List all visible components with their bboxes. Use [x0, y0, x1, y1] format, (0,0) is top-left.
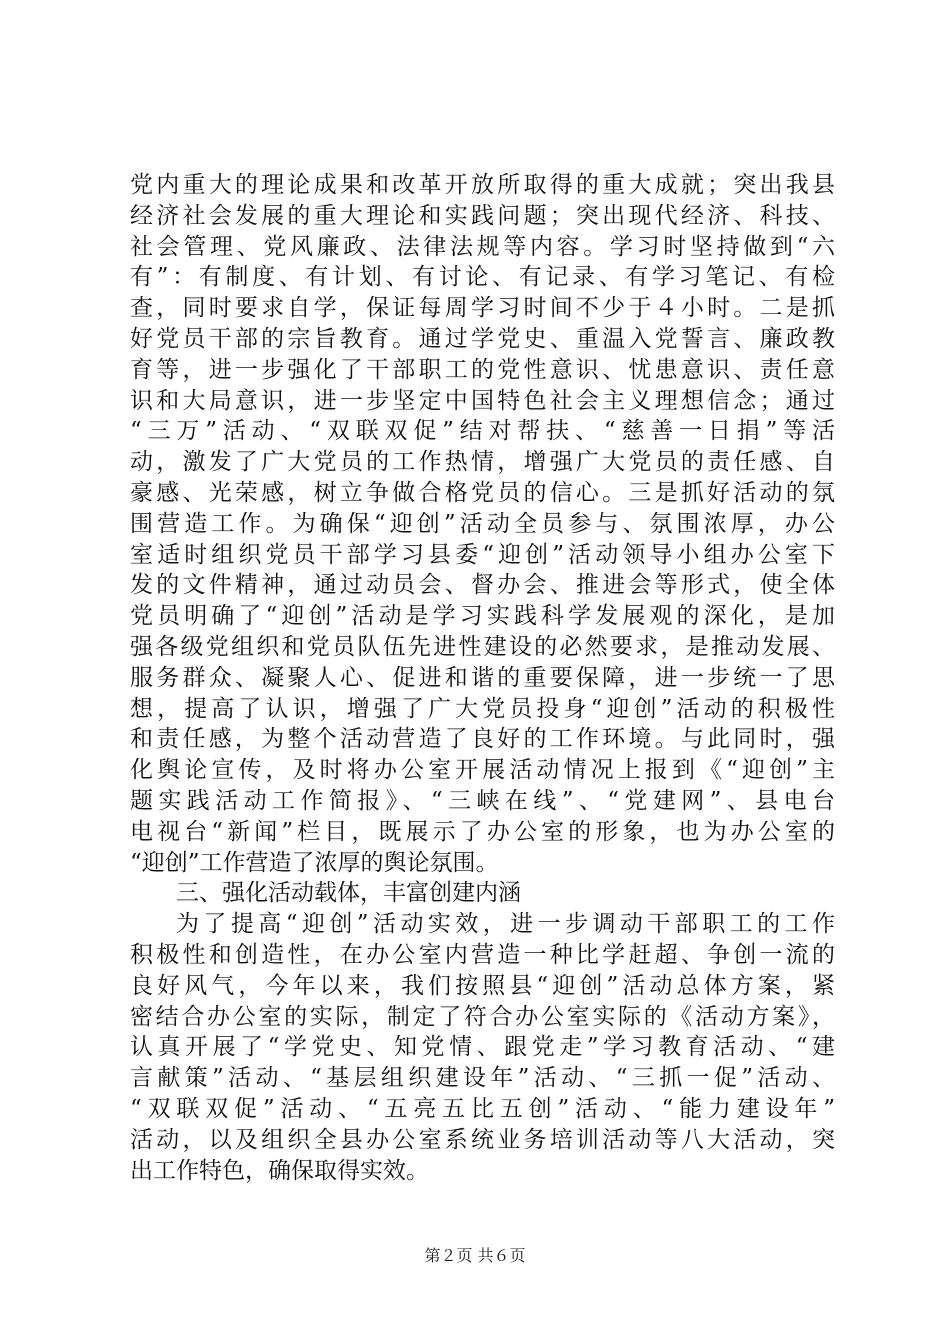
text-line: 有”：有制度、有计划、有讨论、有记录、有学习笔记、有检 [130, 264, 835, 291]
text-line: 想，提高了认识，增强了广大党员投身“迎创”活动的积极性 [130, 695, 835, 722]
section-heading: 三、强化活动载体，丰富创建内涵 [176, 880, 521, 907]
text-line: “三万”活动、“双联双促”结对帮扶、“慈善一日捐”等活 [130, 418, 835, 445]
text-line: 题实践活动工作简报》、“三峡在线”、“党建网”、县电台 [130, 787, 835, 814]
text-line: 党内重大的理论成果和改革开放所取得的重大成就；突出我县 [130, 172, 835, 198]
text-line: 服务群众、凝聚人心、促进和谐的重要保障，进一步统一了思 [130, 664, 835, 691]
text-line: 党员明确了“迎创”活动是学习实践科学发展观的深化，是加 [130, 603, 835, 630]
text-line: 电视台“新闻”栏目，既展示了办公室的形象，也为办公室的 [130, 818, 835, 845]
text-line: 动，激发了广大党员的工作热情，增强广大党员的责任感、自 [130, 449, 835, 476]
text-line: “双联双促”活动、“五亮五比五创”活动、“能力建设年” [130, 1095, 835, 1122]
text-line: 育等，进一步强化了干部职工的党性意识、忧患意识、责任意 [130, 356, 835, 383]
text-line: 密结合办公室的实际，制定了符合办公室实际的《活动方案》， [130, 1003, 835, 1030]
text-line: 积极性和创造性，在办公室内营造一种比学赶超、争创一流的 [130, 941, 835, 968]
text-line: 围营造工作。为确保“迎创”活动全员参与、氛围浓厚，办公 [130, 510, 835, 537]
text-line: 良好风气，今年以来，我们按照县“迎创”活动总体方案，紧 [130, 972, 835, 999]
page-footer [0, 1243, 950, 1266]
text-line: 强各级党组织和党员队伍先进性建设的必然要求，是推动发展、 [130, 633, 835, 660]
text-line: 活动，以及组织全县办公室系统业务培训活动等八大活动，突 [130, 1126, 835, 1153]
text-line: 和责任感，为整个活动营造了良好的工作环境。与此同时，强 [130, 726, 835, 753]
text-line: 社会管理、党风廉政、法律法规等内容。学习时坚持做到“六 [130, 233, 835, 260]
text-line: 化舆论宣传，及时将办公室开展活动情况上报到《“迎创”主 [130, 757, 835, 784]
text-line: 豪感、光荣感，树立争做合格党员的信心。三是抓好活动的氛 [130, 479, 835, 506]
text-line: “迎创”工作营造了浓厚的舆论氛围。 [130, 849, 499, 876]
text-line: 发的文件精神，通过动员会、督办会、推进会等形式，使全体 [130, 572, 835, 599]
document-body [130, 170, 835, 1186]
paragraph-2 [130, 909, 835, 1186]
text-line: 经济社会发展的重大理论和实践问题；突出现代经济、科技、 [130, 202, 835, 229]
page-indicator: 第２页 共６页 [424, 1246, 526, 1265]
paragraph-1 [130, 170, 835, 878]
text-line: 出工作特色，确保取得实效。 [130, 1157, 429, 1184]
text-line: 室适时组织党员干部学习县委“迎创”活动领导小组办公室下 [130, 541, 835, 568]
text-line: 为了提高“迎创”活动实效，进一步调动干部职工的工作 [176, 911, 835, 938]
text-line: 认真开展了“学党史、知党情、跟党走”学习教育活动、“建 [130, 1034, 835, 1061]
text-line: 查，同时要求自学，保证每周学习时间不少于４小时。二是抓 [130, 295, 835, 322]
text-line: 识和大局意识，进一步坚定中国特色社会主义理想信念；通过 [130, 387, 835, 414]
text-line: 言献策”活动、“基层组织建设年”活动、“三抓一促”活动、 [130, 1065, 835, 1092]
text-line: 好党员干部的宗旨教育。通过学党史、重温入党誓言、廉政教 [130, 325, 835, 352]
